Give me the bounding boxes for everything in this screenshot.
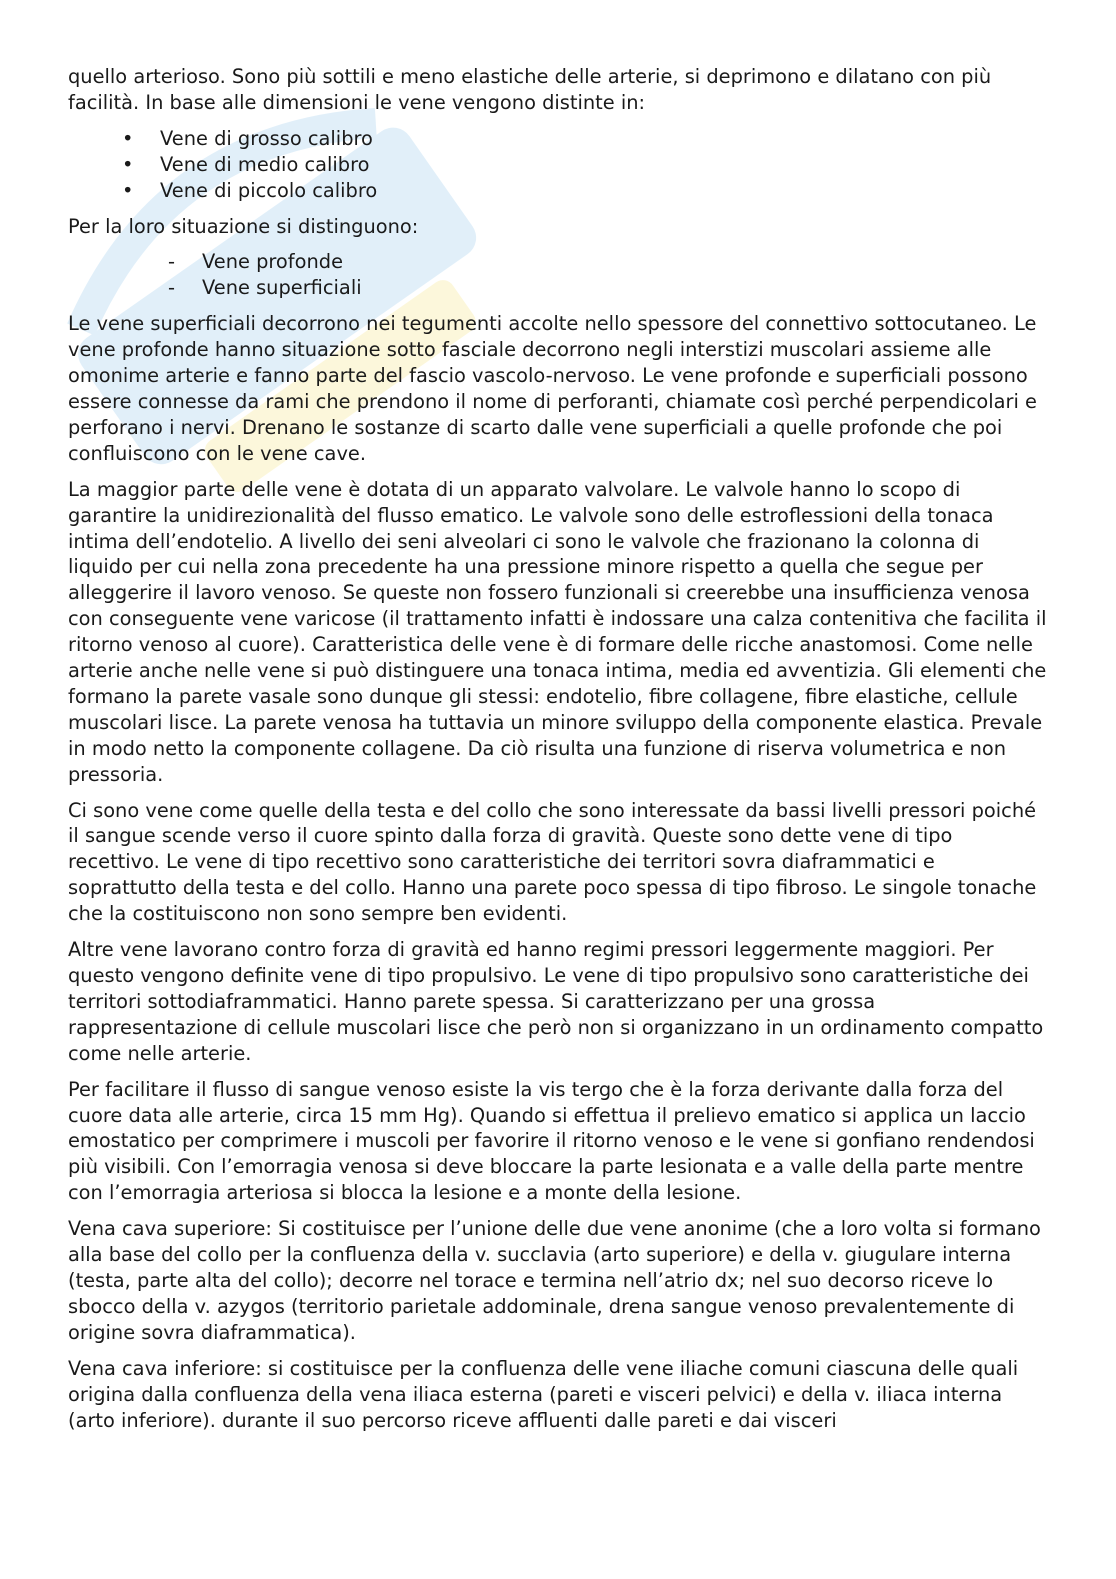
list-item-text: Vene di piccolo calibro: [160, 178, 378, 202]
list-item: [68, 152, 1048, 178]
paragraph-receptive-veins: Ci sono vene come quelle della testa e del collo che sono interessate da bassi livelli pressori poiché il sangue scende verso il cuore spinto dalla forza di gravità. Queste sono dette vene di tipo recettivo. Le vene di tipo recettivo sono caratteristiche dei territori sovra diaframmatici e soprattutto della testa e del collo. Hanno una parete poco spessa di tipo fibroso. Le singole tonache che la costituiscono non sono sempre ben evidenti.: [68, 798, 1037, 926]
bullet-marker: •: [122, 152, 134, 176]
bullet-marker: •: [122, 178, 134, 202]
list-item: [68, 178, 1048, 204]
list-item-text: Vene profonde: [202, 250, 344, 274]
dash-marker: -: [168, 250, 175, 274]
bullet-marker: •: [122, 126, 134, 150]
list-item-text: Vene di grosso calibro: [160, 126, 373, 150]
list-item-text: Vene superficiali: [202, 276, 362, 300]
dash-marker: -: [168, 276, 175, 300]
paragraph-intro: quello arterioso. Sono più sottili e meno elastiche delle arterie, si deprimono e dilatano con più facilità. In base alle dimensioni le vene vengono distinte in:: [68, 65, 992, 114]
document-page: [68, 64, 1048, 1443]
list-situation: [68, 249, 1048, 301]
list-item-text: Vene di medio calibro: [160, 152, 370, 176]
paragraph-inferior-vena-cava: Vena cava inferiore: si costituisce per la confluenza delle vene iliache comuni ciascuna delle quali origina dalla confluenza della vena iliaca esterna (pareti e visceri pelvici) e della v. iliaca interna (arto inferiore). durante il suo percorso riceve affluenti dalle pareti e dai visceri: [68, 1356, 1019, 1432]
list-item: [68, 275, 1048, 301]
list-item: [68, 249, 1048, 275]
list-caliber: [68, 126, 1048, 204]
paragraph-superior-vena-cava: Vena cava superiore: Si costituisce per l’unione delle due vene anonime (che a loro volta si formano alla base del collo per la confluenza della v. succlavia (arto superiore) e della v. giugulare interna (testa, parte alta del collo); decorre nel torace e termina nell’atrio dx; nel suo decorso riceve lo sbocco della v. azygos (territorio parietale addominale, drena sangue venoso prevalentemente di origine sovra diaframmatica).: [68, 1217, 1041, 1344]
paragraph-superficial-veins: Le vene superficiali decorrono nei tegumenti accolte nello spessore del connettivo sottocutaneo. Le vene profonde hanno situazione sotto fasciale decorrono negli interstizi muscolari assieme alle omonime arterie e fanno parte del fascio vascolo-nervoso. Le vene profonde e superficiali possono essere connesse da rami che prendono il nome di perforanti, chiamate così perché perpendicolari e perforano i nervi. Drenano le sostanze di scarto dalle vene superficiali a quelle profonde che poi confluiscono con le vene cave.: [68, 312, 1037, 465]
paragraph-situation: Per la loro situazione si distinguono:: [68, 214, 419, 238]
list-item: [68, 126, 1048, 152]
paragraph-vis-tergo: Per facilitare il flusso di sangue venoso esiste la vis tergo che è la forza derivante dalla forza del cuore data alle arterie, circa 15 mm Hg). Quando si effettua il prelievo ematico si applica un laccio emostatico per comprimere i muscoli per favorire il ritorno venoso e le vene si gonfiano rendendosi più visibili. Con l’emorragia venosa si deve bloccare la parte lesionata e a valle della parte mentre con l’emorragia arteriosa si blocca la lesione e a monte della lesione.: [68, 1077, 1035, 1205]
paragraph-propulsive-veins: Altre vene lavorano contro forza di gravità ed hanno regimi pressori leggermente maggiori. Per questo vengono definite vene di tipo propulsivo. Le vene di tipo propulsivo sono caratteristiche dei territori sottodiaframmatici. Hanno parete spessa. Si caratterizzano per una grossa rappresentazione di cellule muscolari lisce che però non si organizzano in un ordinamento compatto come nelle arterie.: [68, 938, 1044, 1065]
paragraph-valves: La maggior parte delle vene è dotata di un apparato valvolare. Le valvole hanno lo scopo di garantire la unidirezionalità del flusso ematico. Le valvole sono delle estroflessioni della tonaca intima dell’endotelio. A livello dei seni alveolari ci sono le valvole che frazionano la colonna di liquido per cui nella zona precedente ha una pressione minore rispetto a quella che segue per alleggerire il lavoro venoso. Se queste non fossero funzionali si creerebbe una insufficienza venosa con conseguente vene varicose (il trattamento infatti è indossare una calza contenitiva che facilita il ritorno venoso al cuore). Caratteristica delle vene è di formare delle ricche anastomosi. Come nelle arterie anche nelle vene si può distinguere una tonaca intima, media ed avventizia. Gli elementi che formano la parete vasale sono dunque gli stessi: endotelio, fibre collagene, fibre elastiche, cellule muscolari lisce. La parete venosa ha tuttavia un minore sviluppo della componente elastica. Prevale in modo netto la componente collagene. Da ciò risulta una funzione di riserva volumetrica e non pressoria.: [68, 477, 1047, 786]
